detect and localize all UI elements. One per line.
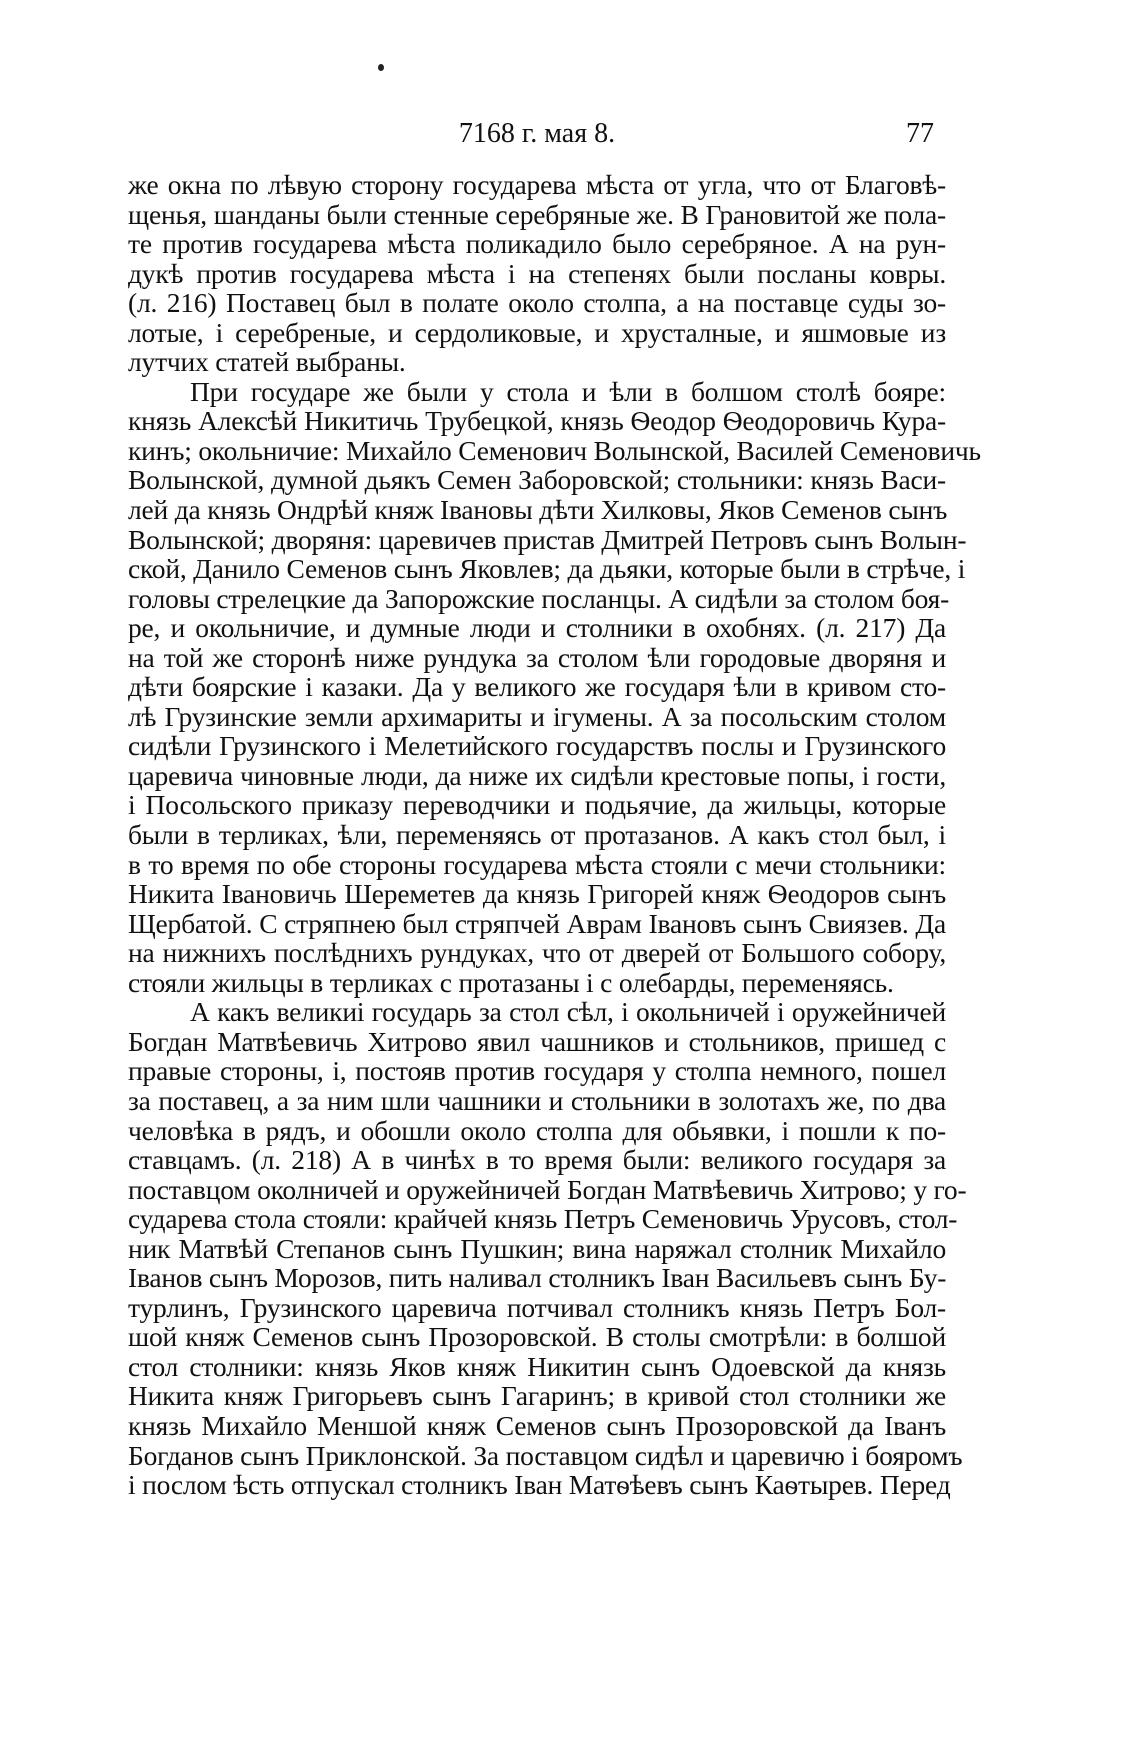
text-line: стол столники: князь Яков княж Никитин сынъ Одоевской да князь — [128, 1350, 946, 1382]
text-line: При государе же были у стола и ѣли в болшом столѣ бояре: — [190, 375, 946, 407]
text-line: шой княж Семенов сынъ Прозоровской. В столы смотрѣли: в болшой — [128, 1321, 946, 1353]
text-line: были в терликах, ѣли, переменяясь от протазанов. А какъ стол был, і — [128, 819, 946, 851]
text-line: за поставец, а за ним шли чашники и стольники в золотахъ же, по два — [128, 1084, 946, 1116]
text-line: царевича чиновные люди, да ниже их сидѣли крестовые попы, і гости, — [128, 759, 946, 791]
text-line: Никита княж Григорьевъ сынъ Гагаринъ; в кривой стол столники же — [128, 1380, 946, 1412]
paragraph — [128, 170, 946, 377]
text-line: лѣ Грузинские земли архимариты и ігумены. А за посольским столом — [128, 700, 946, 732]
text-line: сидѣли Грузинского і Мелетийского государствъ послы и Грузинского — [128, 730, 946, 762]
text-line: князь Алексѣй Никитичь Трубецкой, князь Ѳеодор Ѳеодоровичь Кура- — [128, 405, 946, 437]
running-title: 7168 г. мая 8. — [458, 118, 616, 149]
text-line: турлинъ, Грузинского царевича потчивал столникъ князь Петръ Бол- — [128, 1291, 946, 1323]
body-text — [128, 169, 981, 1501]
page-number: 77 — [906, 118, 934, 149]
text-line: А какъ великиі государь за стол сѣл, і окольничей і оружейничей — [190, 996, 946, 1028]
text-line: князь Михайло Меншой княж Семенов сынъ Прозоровской да Іванъ — [128, 1409, 946, 1441]
text-line: лей да князь Ондрѣй княж Івановы дѣти Хилковы, Яков Семенов сынъ — [128, 494, 948, 526]
text-line: Іванов сынъ Морозов, пить наливал столникъ Іван Васильевъ сынъ Бу- — [128, 1262, 947, 1294]
text-line: же окна по лѣвую сторону государева мѣста от угла, что от Благовѣ- — [128, 169, 946, 200]
text-line: ской, Данило Семенов сынъ Яковлев; да дьяки, которые были в стрѣче, і — [128, 553, 966, 585]
text-line: Богданов сынъ Приклонской. За поставцом сидѣл и царевичю і бояромъ — [128, 1439, 963, 1471]
text-line: і Посольского приказу переводчики и подьячие, да жильцы, которые — [128, 789, 946, 821]
text-line: ре, и окольничие, и думные люди и столники в охобнях. (л. 217) Да — [128, 612, 946, 644]
text-line: ник Матвѣй Степанов сынъ Пушкин; вина наряжал столник Михайло — [128, 1232, 946, 1264]
text-line: в то время по обе стороны государева мѣста стояли с мечи стольники: — [128, 848, 946, 880]
page-header — [128, 118, 946, 154]
paragraph — [128, 375, 981, 998]
text-line: Богдан Матвѣевичь Хитрово явил чашников и стольников, пришед с — [128, 1025, 946, 1057]
text-line: щенья, шанданы были стенные серебряные же. В Грановитой же пола- — [128, 198, 946, 230]
text-line: правые стороны, і, постояв против государя у столпа немного, пошел — [128, 1055, 946, 1087]
text-line: дѣти боярские і казаки. Да у великого же государя ѣли в кривом сто- — [128, 671, 946, 703]
text-line: поставцом околничей и оружейничей Богдан Матвѣевичь Хитрово; у го- — [128, 1173, 967, 1205]
text-line: на нижнихъ послѣднихъ рундуках, что от дверей от Большого собору, — [128, 937, 946, 969]
text-line: на той же сторонѣ ниже рундука за столом ѣли городовые дворяня и — [128, 641, 946, 673]
text-line: (л. 216) Поставец был в полате около столпа, а на поставце суды зо- — [128, 287, 946, 319]
text-line: лутчих статей выбраны. — [128, 346, 406, 378]
text-line: ставцамъ. (л. 218) А в чинѣх в то время были: великого государя за — [128, 1144, 946, 1176]
text-line: Волынской; дворяня: царевичев пристав Дмитрей Петровъ сынъ Волын- — [128, 523, 967, 555]
text-line: і послом ѣсть отпускал столникъ Іван Матѳѣевъ сынъ Каѳтырев. Перед — [128, 1469, 951, 1501]
text-line: Никита Івановичь Шереметев да князь Григорей княж Ѳеодоров сынъ — [128, 878, 946, 910]
text-line: сударева стола стояли: крайчей князь Петръ Семеновичь Урусовъ, стол- — [128, 1203, 958, 1235]
text-line: Волынской, думной дьякъ Семен Заборовской; стольники: князь Васи- — [128, 464, 946, 496]
paragraph — [128, 996, 967, 1501]
text-line: дукѣ против государева мѣста і на степенях были посланы ковры. — [128, 257, 946, 289]
text-line: стояли жильцы в терликах с протазаны і с олебарды, переменяясь. — [128, 966, 894, 998]
text-line: кинъ; окольничие: Михайло Семенович Волынской, Василей Семеновичь — [128, 434, 981, 466]
print-speck — [378, 64, 384, 71]
text-line: человѣка в рядъ, и обошли около столпа для обьявки, і пошли к по- — [128, 1114, 946, 1146]
text-line: головы стрелецкие да Запорожские посланцы. А сидѣли за столом боя- — [128, 582, 950, 614]
text-line: те против государева мѣста поликадило было серебряное. А на рун- — [128, 228, 946, 260]
text-line: лотые, і серебреные, и сердоликовые, и хрусталные, и яшмовые из — [128, 316, 946, 348]
text-line: Щербатой. С стряпнею был стряпчей Аврам Івановъ сынъ Свиязев. Да — [128, 907, 946, 939]
